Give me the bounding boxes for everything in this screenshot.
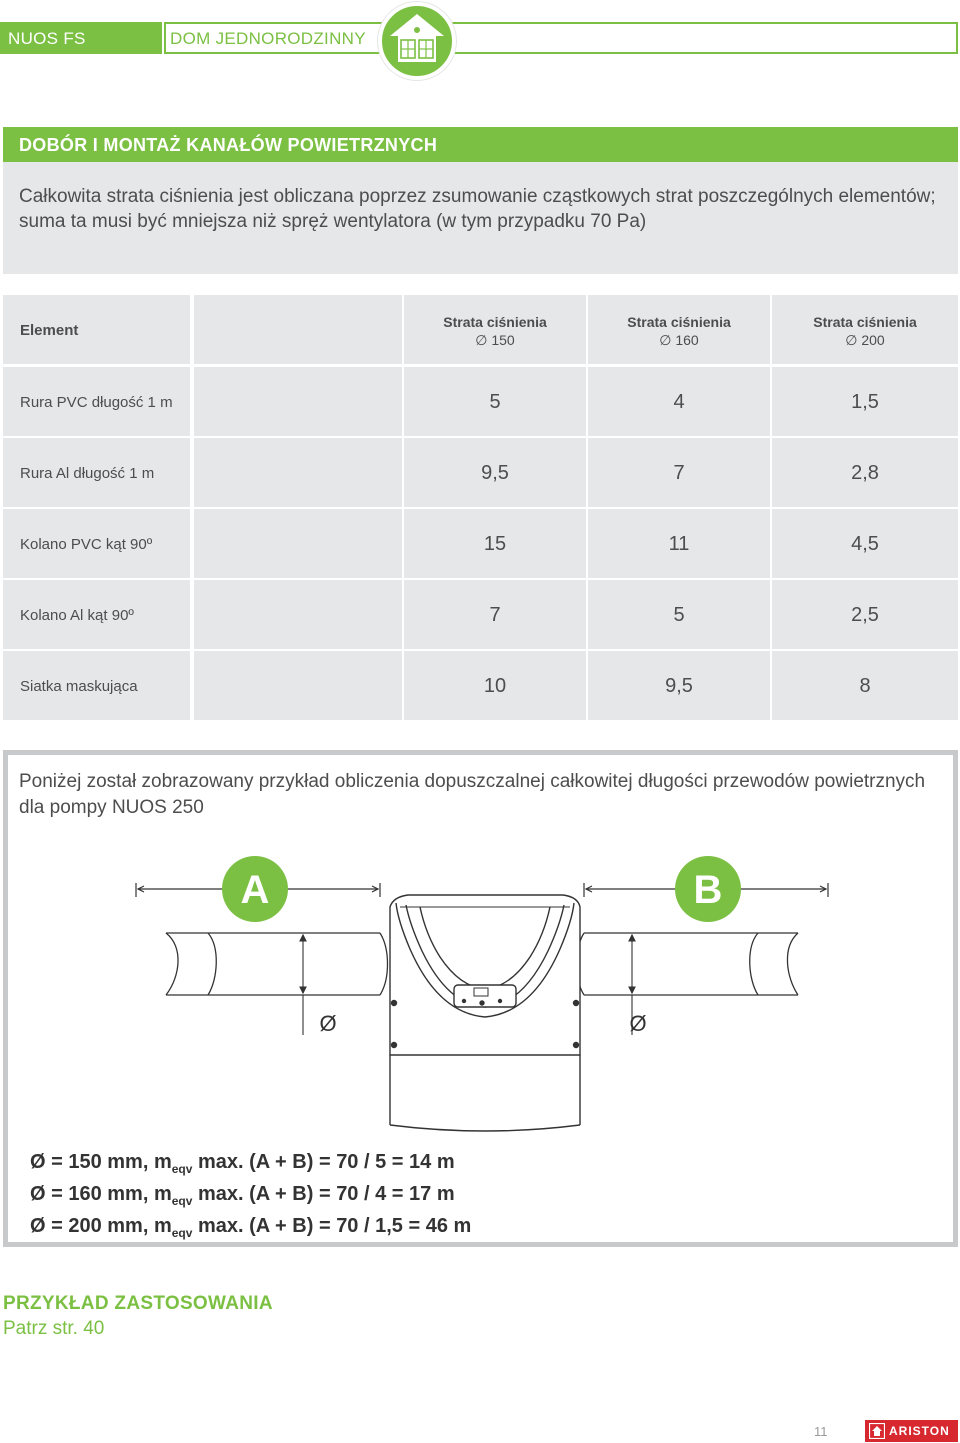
value-cell [588, 651, 770, 720]
product-tab [0, 22, 162, 54]
section-title: DOBÓR I MONTAŻ KANAŁÓW POWIETRZNYCH [19, 135, 438, 155]
brand-logo [865, 1420, 958, 1442]
table-row [3, 367, 958, 436]
label-a-badge [222, 856, 288, 922]
value-cell [404, 509, 586, 578]
formula-pre: Ø = 150 mm, m [30, 1151, 172, 1173]
header-title: Strata ciśnienia [813, 314, 917, 330]
row-blank-cell [194, 580, 402, 649]
value-160: 7 [673, 462, 685, 484]
row-label: Kolano PVC kąt 90º [20, 536, 153, 553]
value-200: 8 [859, 675, 871, 697]
page-number: 11 [814, 1424, 828, 1439]
table-row [3, 580, 958, 649]
category-name: DOM JEDNORODZINNY [170, 29, 366, 48]
house-icon [378, 2, 456, 80]
formula-line [30, 1150, 471, 1182]
value-cell [404, 580, 586, 649]
duct-diagram [8, 845, 953, 1145]
value-cell [588, 438, 770, 507]
value-cell [772, 509, 958, 578]
value-200: 2,8 [851, 462, 879, 484]
value-cell [772, 651, 958, 720]
value-cell [404, 651, 586, 720]
category-bar [164, 22, 958, 54]
value-200: 4,5 [851, 533, 879, 555]
header-cell-150 [404, 295, 586, 364]
row-label-cell [3, 367, 190, 436]
diameter-symbol-right: Ø [629, 1011, 647, 1036]
row-blank-cell [194, 651, 402, 720]
label-b: B [693, 868, 723, 912]
value-150: 7 [489, 604, 501, 626]
row-blank-cell [194, 438, 402, 507]
label-a: A [240, 868, 270, 912]
value-160: 5 [673, 604, 685, 626]
header-title: Strata ciśnienia [443, 314, 547, 330]
product-name: NUOS FS [8, 29, 86, 48]
intro-panel [3, 162, 958, 274]
value-150: 15 [483, 533, 507, 555]
row-label-cell [3, 509, 190, 578]
value-cell [404, 438, 586, 507]
value-cell [404, 367, 586, 436]
formula-sub: eqv [171, 1194, 193, 1208]
example-box [3, 750, 958, 1247]
header-title: Strata ciśnienia [627, 314, 731, 330]
row-label: Siatka maskująca [20, 678, 138, 695]
row-label: Rura Al długość 1 m [20, 465, 155, 482]
value-160: 4 [673, 391, 685, 413]
value-160: 11 [668, 533, 690, 555]
formula-sub: eqv [171, 1162, 193, 1176]
formula-post: max. (A + B) = 70 / 4 = 17 m [192, 1183, 455, 1205]
value-cell [588, 509, 770, 578]
value-150: 10 [483, 675, 507, 697]
brand-name: ARISTON [889, 1424, 950, 1438]
application-ref-link[interactable]: Patrz str. 40 [3, 1318, 105, 1339]
example-text: Poniżej został zobrazowany przykład obliczenia dopuszczalnej całkowitej długości przewodów powietrznych dla pompy NUOS 250 [19, 771, 926, 818]
intro-text: Całkowita strata ciśnienia jest obliczana poprzez zsumowanie cząstkowych strat poszczególnych elementów; suma ta musi być mniejsza niż spręż wentylatora (w tym przypadku 70 Pa) [19, 186, 936, 232]
formula-post: max. (A + B) = 70 / 5 = 14 m [192, 1151, 455, 1173]
row-label-cell [3, 438, 190, 507]
application-title: PRZYKŁAD ZASTOSOWANIA [3, 1293, 273, 1314]
formula-line [30, 1182, 471, 1214]
label-b-badge [675, 856, 741, 922]
row-label-cell [3, 580, 190, 649]
table-header-row [3, 295, 958, 364]
row-label-cell [3, 651, 190, 720]
formula-sub: eqv [171, 1226, 193, 1240]
header-cell-element [3, 295, 190, 364]
section-title-bar [3, 127, 958, 162]
header-cell-160 [588, 295, 770, 364]
row-blank-cell [194, 367, 402, 436]
row-blank-cell [194, 509, 402, 578]
table-row [3, 651, 958, 720]
header-diameter: ∅ 200 [845, 332, 885, 348]
formula-post: max. (A + B) = 70 / 1,5 = 46 m [192, 1215, 472, 1237]
header-element-label: Element [20, 322, 79, 339]
formula-line [30, 1214, 471, 1246]
value-150: 9,5 [481, 462, 509, 484]
header-cell-200 [772, 295, 958, 364]
value-cell [588, 580, 770, 649]
table-row [3, 438, 958, 507]
diameter-symbol-left: Ø [319, 1011, 337, 1036]
value-200: 2,5 [851, 604, 879, 626]
row-label: Kolano Al kąt 90º [20, 607, 134, 624]
row-label: Rura PVC długość 1 m [20, 394, 173, 411]
value-cell [772, 580, 958, 649]
value-cell [772, 367, 958, 436]
ariston-logo-icon [869, 1423, 885, 1439]
header-diameter: ∅ 160 [659, 332, 699, 348]
formula-pre: Ø = 160 mm, m [30, 1183, 172, 1205]
value-160: 9,5 [665, 675, 693, 697]
value-cell [588, 367, 770, 436]
value-cell [772, 438, 958, 507]
formula-list [30, 1150, 471, 1246]
value-150: 5 [489, 391, 501, 413]
header-cell-blank [194, 295, 402, 364]
formula-pre: Ø = 200 mm, m [30, 1215, 172, 1237]
value-200: 1,5 [851, 391, 879, 413]
header-diameter: ∅ 150 [475, 332, 515, 348]
table-row [3, 509, 958, 578]
